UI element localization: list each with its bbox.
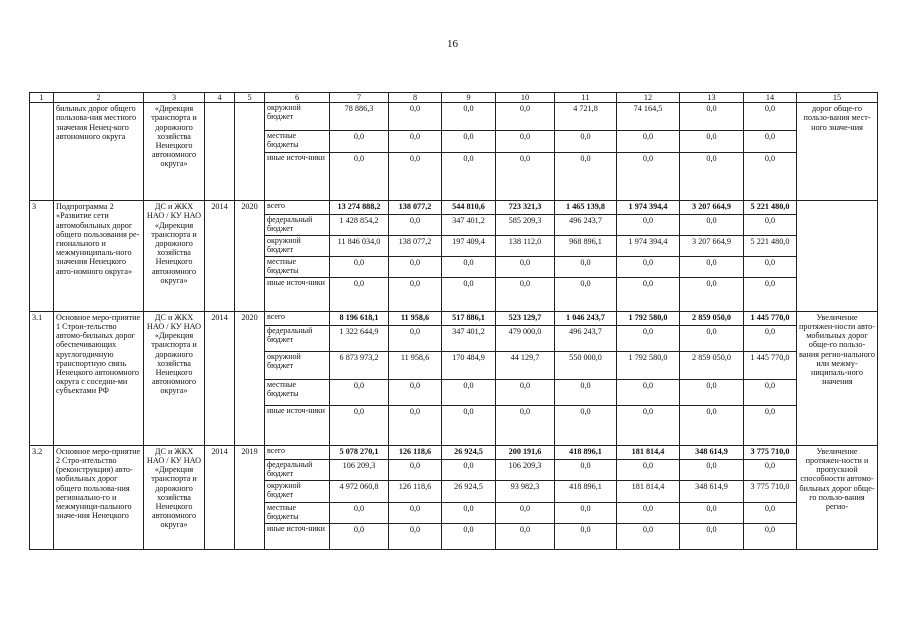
budget-value: 0,0	[442, 277, 496, 311]
budget-value: 0,0	[744, 379, 797, 405]
budget-value: 0,0	[389, 215, 442, 236]
budget-value: 496 243,7	[555, 215, 617, 236]
budget-value: 78 886,3	[330, 103, 389, 131]
budget-value: 4 721,8	[555, 103, 617, 131]
row-number: 3.1	[30, 311, 54, 445]
budget-value: 4 972 060,8	[330, 480, 389, 502]
budget-value: 0,0	[617, 459, 680, 480]
budget-value: 0,0	[744, 502, 797, 523]
budget-value: 1 792 580,0	[617, 351, 680, 379]
budget-value: 968 896,1	[555, 236, 617, 257]
column-number: 4	[205, 93, 235, 103]
budget-value: 0,0	[330, 257, 389, 278]
funding-source: иные источ-ники	[265, 153, 330, 201]
budget-value: 181 814,4	[617, 445, 680, 459]
table-row	[30, 103, 878, 131]
start-year	[205, 103, 235, 201]
budget-value: 0,0	[680, 459, 744, 480]
budget-value: 1 445 770,0	[744, 311, 797, 325]
budget-value: 0,0	[617, 405, 680, 445]
budget-value: 0,0	[442, 131, 496, 153]
budget-value: 3 207 664,9	[680, 236, 744, 257]
budget-value: 0,0	[617, 379, 680, 405]
budget-value: 0,0	[744, 325, 797, 351]
budget-value: 13 274 888,2	[330, 201, 389, 215]
budget-value: 0,0	[555, 277, 617, 311]
column-number: 3	[144, 93, 205, 103]
budget-value: 11 846 034,0	[330, 236, 389, 257]
budget-value: 0,0	[389, 379, 442, 405]
budget-value: 0,0	[617, 325, 680, 351]
budget-value: 0,0	[744, 103, 797, 131]
budget-value: 0,0	[389, 523, 442, 549]
budget-value: 0,0	[496, 405, 555, 445]
budget-value: 0,0	[744, 459, 797, 480]
column-number: 1	[30, 93, 54, 103]
funding-source: местные бюджеты	[265, 502, 330, 523]
budget-value: 347 401,2	[442, 325, 496, 351]
budget-value: 0,0	[617, 215, 680, 236]
budget-value: 585 209,3	[496, 215, 555, 236]
budget-value: 1 974 394,4	[617, 201, 680, 215]
budget-value: 0,0	[555, 153, 617, 201]
budget-value: 348 614,9	[680, 480, 744, 502]
budget-value: 0,0	[496, 103, 555, 131]
budget-value: 3 207 664,9	[680, 201, 744, 215]
executor: «Дирекция транспорта и дорожного хозяйства Ненецкого автономного округа»	[144, 103, 205, 201]
budget-value: 1 046 243,7	[555, 311, 617, 325]
budget-value: 0,0	[744, 405, 797, 445]
end-year: 2020	[235, 311, 265, 445]
budget-value: 0,0	[680, 502, 744, 523]
budget-value: 0,0	[617, 153, 680, 201]
budget-value: 0,0	[389, 405, 442, 445]
budget-value: 1 465 139,8	[555, 201, 617, 215]
funding-source: иные источ-ники	[265, 405, 330, 445]
budget-value: 0,0	[555, 379, 617, 405]
budget-value: 74 164,5	[617, 103, 680, 131]
budget-value: 0,0	[442, 153, 496, 201]
budget-value: 106 209,3	[496, 459, 555, 480]
budget-value: 0,0	[496, 379, 555, 405]
budget-value: 5 221 480,0	[744, 201, 797, 215]
column-number: 11	[555, 93, 617, 103]
table-row	[30, 201, 878, 215]
table-row	[30, 445, 878, 459]
column-number: 15	[797, 93, 878, 103]
end-year	[235, 103, 265, 201]
column-number: 8	[389, 93, 442, 103]
budget-value: 3 775 710,0	[744, 445, 797, 459]
budget-value: 0,0	[744, 131, 797, 153]
budget-value: 1 322 644,9	[330, 325, 389, 351]
funding-source: окружной бюджет	[265, 103, 330, 131]
budget-value: 126 118,6	[389, 445, 442, 459]
budget-value: 0,0	[442, 405, 496, 445]
budget-value: 0,0	[496, 257, 555, 278]
budget-value: 0,0	[555, 131, 617, 153]
budget-value: 5 221 480,0	[744, 236, 797, 257]
funding-source: иные источ-ники	[265, 523, 330, 549]
budget-value: 0,0	[330, 277, 389, 311]
column-number: 12	[617, 93, 680, 103]
budget-value: 517 886,1	[442, 311, 496, 325]
budget-value: 0,0	[330, 153, 389, 201]
budget-value: 0,0	[744, 215, 797, 236]
column-number: 13	[680, 93, 744, 103]
start-year: 2014	[205, 445, 235, 549]
row-number	[30, 103, 54, 201]
funding-source: местные бюджеты	[265, 379, 330, 405]
budget-value: 0,0	[330, 131, 389, 153]
budget-value: 0,0	[496, 131, 555, 153]
start-year: 2014	[205, 201, 235, 312]
budget-value: 0,0	[680, 523, 744, 549]
budget-value: 1 428 854,2	[330, 215, 389, 236]
budget-value: 0,0	[555, 459, 617, 480]
funding-source: окружной бюджет	[265, 236, 330, 257]
budget-value: 0,0	[496, 153, 555, 201]
funding-source: всего	[265, 201, 330, 215]
budget-value: 0,0	[442, 379, 496, 405]
budget-value: 347 401,2	[442, 215, 496, 236]
budget-value: 0,0	[680, 131, 744, 153]
budget-value: 0,0	[389, 459, 442, 480]
budget-value: 0,0	[680, 257, 744, 278]
funding-source: всего	[265, 445, 330, 459]
row-number: 3.2	[30, 445, 54, 549]
program-name: Основное меро-приятие 2 Стро-ительство (реконструкция) авто-мобильных дорог общего пользова-ния регионально-го и межмуници-пального значе-ния Ненецкого	[54, 445, 144, 549]
budget-value: 479 000,0	[496, 325, 555, 351]
budget-value: 170 484,9	[442, 351, 496, 379]
budget-table	[29, 92, 878, 550]
budget-value: 44 129,7	[496, 351, 555, 379]
budget-value: 1 792 580,0	[617, 311, 680, 325]
page-number: 16	[447, 38, 458, 50]
budget-value: 418 896,1	[555, 445, 617, 459]
budget-value: 2 859 050,0	[680, 311, 744, 325]
budget-value: 0,0	[680, 215, 744, 236]
column-number: 10	[496, 93, 555, 103]
budget-value: 0,0	[330, 523, 389, 549]
budget-value: 0,0	[680, 325, 744, 351]
budget-value: 0,0	[442, 459, 496, 480]
budget-value: 0,0	[744, 523, 797, 549]
budget-value: 0,0	[617, 257, 680, 278]
budget-value: 0,0	[617, 277, 680, 311]
executor: ДС и ЖКХ НАО / КУ НАО «Дирекция транспорта и дорожного хозяйства Ненецкого автономного округа»	[144, 445, 205, 549]
budget-value: 0,0	[744, 153, 797, 201]
budget-value: 0,0	[555, 257, 617, 278]
funding-source: федеральный бюджет	[265, 325, 330, 351]
budget-value: 0,0	[617, 502, 680, 523]
budget-value: 0,0	[680, 379, 744, 405]
budget-value: 8 196 618,1	[330, 311, 389, 325]
start-year: 2014	[205, 311, 235, 445]
budget-value: 523 129,7	[496, 311, 555, 325]
budget-value: 106 209,3	[330, 459, 389, 480]
budget-value: 0,0	[389, 325, 442, 351]
budget-value: 0,0	[330, 502, 389, 523]
executor: ДС и ЖКХ НАО / КУ НАО «Дирекция транспорта и дорожного хозяйства Ненецкого автономного округа»	[144, 201, 205, 312]
budget-value: 0,0	[330, 405, 389, 445]
budget-value: 0,0	[680, 103, 744, 131]
funding-source: всего	[265, 311, 330, 325]
budget-value: 0,0	[744, 277, 797, 311]
budget-value: 0,0	[442, 103, 496, 131]
budget-value: 0,0	[680, 153, 744, 201]
funding-source: окружной бюджет	[265, 351, 330, 379]
budget-value: 6 873 973,2	[330, 351, 389, 379]
budget-value: 0,0	[442, 257, 496, 278]
funding-source: местные бюджеты	[265, 257, 330, 278]
budget-value: 0,0	[496, 523, 555, 549]
expected-result: Увеличение протяжен-ности авто-мобильных дорог обще-го пользо-вания регио-нального или межму-ниципаль-ного значения	[797, 311, 878, 445]
budget-value: 0,0	[744, 257, 797, 278]
program-name: Подпрограмма 2 «Развитие сети автомобильных дорог общего пользования ре-гионального и межмуниципаль-ного значения Ненецкого авто-номного округа»	[54, 201, 144, 312]
column-number-row	[30, 93, 878, 103]
budget-value: 0,0	[680, 277, 744, 311]
budget-value: 200 191,6	[496, 445, 555, 459]
budget-value: 723 321,3	[496, 201, 555, 215]
budget-value: 496 243,7	[555, 325, 617, 351]
budget-value: 0,0	[442, 502, 496, 523]
budget-value: 2 859 050,0	[680, 351, 744, 379]
budget-value: 26 924,5	[442, 445, 496, 459]
budget-value: 0,0	[389, 131, 442, 153]
budget-value: 0,0	[330, 379, 389, 405]
funding-source: федеральный бюджет	[265, 459, 330, 480]
column-number: 9	[442, 93, 496, 103]
end-year: 2019	[235, 445, 265, 549]
budget-value: 0,0	[680, 405, 744, 445]
funding-source: окружной бюджет	[265, 480, 330, 502]
budget-value: 11 958,6	[389, 351, 442, 379]
budget-value: 0,0	[617, 131, 680, 153]
budget-value: 0,0	[389, 103, 442, 131]
expected-result: дорог обще-го пользо-вания мест-ного значе-ния	[797, 103, 878, 201]
budget-value: 126 118,6	[389, 480, 442, 502]
column-number: 14	[744, 93, 797, 103]
column-number: 5	[235, 93, 265, 103]
program-name: Основное меро-приятие 1 Строи-тельство автомо-бильных дорог обеспечивающих круглогодичную транспортную связь Ненецкого автономного округа с соседни-ми субъектами РФ	[54, 311, 144, 445]
funding-source: федеральный бюджет	[265, 215, 330, 236]
table-row	[30, 311, 878, 325]
budget-value: 0,0	[389, 153, 442, 201]
budget-value: 0,0	[442, 523, 496, 549]
budget-value: 0,0	[555, 502, 617, 523]
budget-value: 418 896,1	[555, 480, 617, 502]
budget-value: 1 445 770,0	[744, 351, 797, 379]
budget-value: 1 974 394,4	[617, 236, 680, 257]
row-number: 3	[30, 201, 54, 312]
expected-result	[797, 201, 878, 312]
budget-value: 138 077,2	[389, 236, 442, 257]
budget-value: 0,0	[555, 523, 617, 549]
budget-value: 197 409,4	[442, 236, 496, 257]
column-number: 2	[54, 93, 144, 103]
program-name: бильных дорог общего пользова-ния местного значения Ненец-кого автономного округа	[54, 103, 144, 201]
budget-value: 0,0	[389, 277, 442, 311]
budget-value: 3 775 710,0	[744, 480, 797, 502]
budget-value: 348 614,9	[680, 445, 744, 459]
funding-source: иные источ-ники	[265, 277, 330, 311]
budget-value: 11 958,6	[389, 311, 442, 325]
budget-value: 0,0	[496, 277, 555, 311]
executor: ДС и ЖКХ НАО / КУ НАО «Дирекция транспорта и дорожного хозяйства Ненецкого автономного округа»	[144, 311, 205, 445]
budget-value: 544 810,6	[442, 201, 496, 215]
budget-value: 0,0	[617, 523, 680, 549]
budget-value: 138 077,2	[389, 201, 442, 215]
budget-value: 181 814,4	[617, 480, 680, 502]
budget-value: 0,0	[389, 257, 442, 278]
funding-source: местные бюджеты	[265, 131, 330, 153]
budget-value: 5 078 270,1	[330, 445, 389, 459]
column-number: 7	[330, 93, 389, 103]
budget-value: 0,0	[389, 502, 442, 523]
budget-value: 550 000,0	[555, 351, 617, 379]
end-year: 2020	[235, 201, 265, 312]
column-number: 6	[265, 93, 330, 103]
budget-value: 26 924,5	[442, 480, 496, 502]
expected-result: Увеличение протяжен-ности и пропускной способности автомо-бильных дорог обще-го пользо-вания регио-	[797, 445, 878, 549]
budget-value: 138 112,0	[496, 236, 555, 257]
budget-value: 93 982,3	[496, 480, 555, 502]
budget-value: 0,0	[496, 502, 555, 523]
budget-value: 0,0	[555, 405, 617, 445]
